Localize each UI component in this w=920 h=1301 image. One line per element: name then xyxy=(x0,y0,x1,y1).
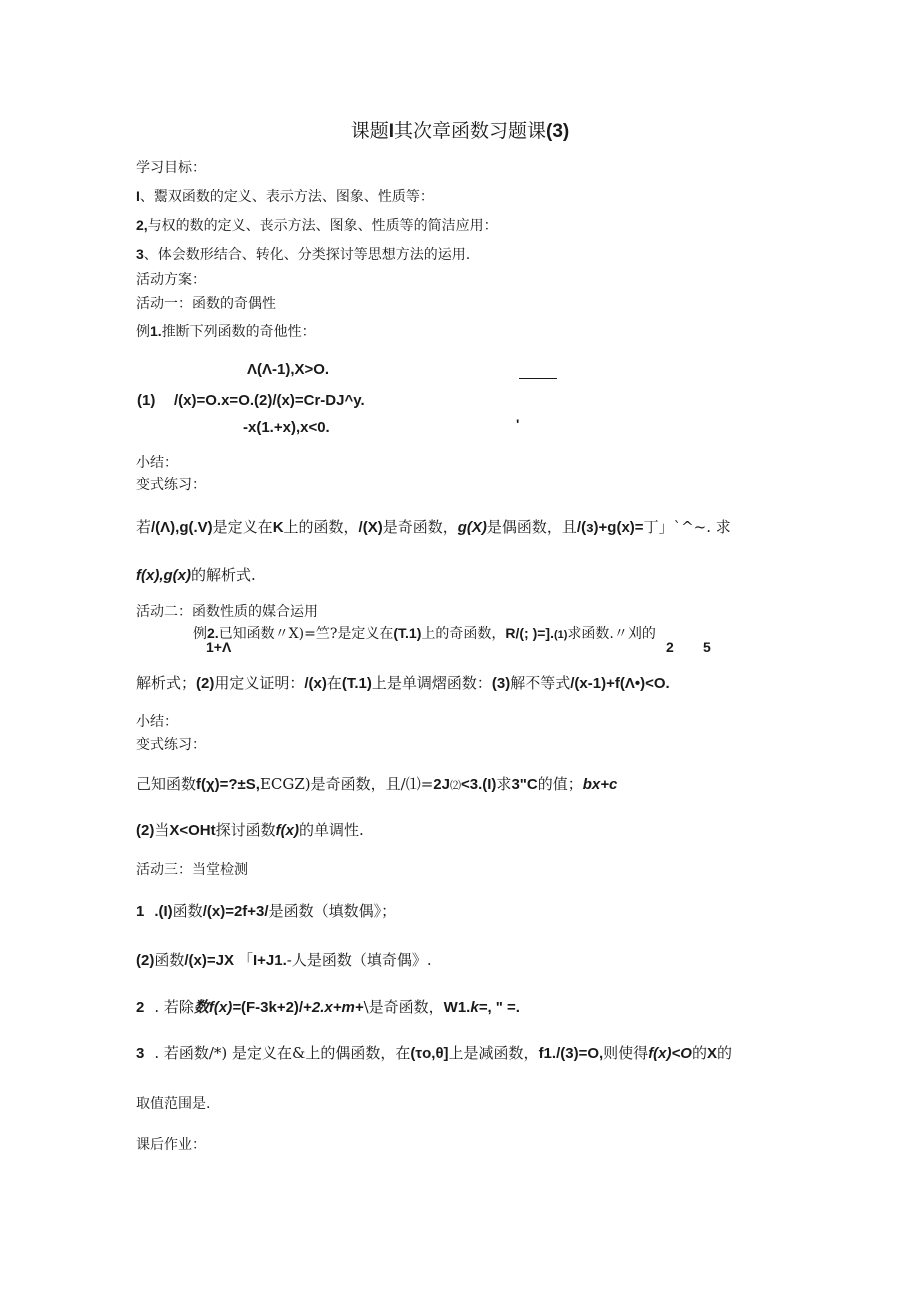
activity1-summary: 小结： xyxy=(136,455,178,471)
q1b-expr-e: I+J1. xyxy=(252,952,287,969)
q1-text-b: 函数 xyxy=(172,902,203,920)
ex1-text-a: 若 xyxy=(136,518,152,536)
example2-sub-5: 5 xyxy=(703,639,711,655)
ex1-expr-d: K xyxy=(272,519,284,536)
ex1-line2-text: 的解析式. xyxy=(191,566,256,584)
activity2-exercise-line1 xyxy=(136,774,617,796)
example1-prefix: 例 xyxy=(136,324,150,340)
example2-text-g: 求函数.〃刈的 xyxy=(567,626,656,642)
ex2-part1: (I) xyxy=(482,776,497,793)
q3-text-a: . 若函数/*) 是定义在&上的偶函数，在 xyxy=(154,1044,411,1062)
q3-line1 xyxy=(136,1043,732,1064)
q2-bar: \ xyxy=(363,998,369,1016)
ex2-text-k: 的值； xyxy=(537,775,583,793)
q3-interval: (τo,θ] xyxy=(410,1045,449,1062)
page-title xyxy=(0,118,920,145)
goal-1-num: I xyxy=(136,188,140,204)
q2-num: 2 xyxy=(136,999,145,1016)
q1-sub: .(I) xyxy=(154,903,173,920)
line2-part3: (3) xyxy=(491,675,511,692)
q3-condition: f1./(3)=O, xyxy=(538,1045,604,1062)
goal-item-2 xyxy=(136,215,498,236)
q2-expr-h: k= xyxy=(470,999,488,1016)
ex1-expr-h: g(X) xyxy=(457,519,487,536)
line2-text-c: 用定义证明： xyxy=(214,674,305,692)
example1-text: 推断下列函数的奇他性： xyxy=(161,324,316,340)
example2-interval: (T.1) xyxy=(393,625,422,641)
ex2-denominator: bx+c xyxy=(582,776,618,793)
q1b-text-f: -人是函数（填奇偶》. xyxy=(286,951,432,969)
goal-1-text: 、鬻双函数的定义、表示方法、图象、性质等： xyxy=(139,189,434,205)
example1-num: 1. xyxy=(150,323,162,339)
goal-item-3 xyxy=(136,244,470,265)
line2-fx: /(x) xyxy=(304,675,327,692)
ex1-expr-b: /(Λ),g(.V) xyxy=(151,519,213,536)
tick-mark: ' xyxy=(516,416,520,432)
q1b-expr-c: /(x)=JX xyxy=(184,952,234,969)
ex2-line2-text-b: 当 xyxy=(154,821,170,839)
q2-expr-b: 数f(x)= xyxy=(193,999,241,1016)
q1-num: 1 xyxy=(136,903,145,920)
title-suffix: (3) xyxy=(546,121,570,142)
q3-text-c: 上是减函数， xyxy=(448,1044,539,1062)
q2 xyxy=(136,997,520,1018)
fraction-rule xyxy=(519,378,557,379)
example2-line1 xyxy=(193,623,656,645)
q1-part1 xyxy=(136,901,396,922)
ex2-expr-g: <3. xyxy=(460,776,483,793)
ex2-expr-e: 2J xyxy=(433,776,450,793)
line2-text-e: 在 xyxy=(326,674,342,692)
line2-text-g: 上是单调熠函数： xyxy=(371,674,492,692)
example2-prefix: 例 xyxy=(193,626,207,642)
q2-expr-d: 2.x+m+ xyxy=(311,999,364,1016)
line2-interval: (T.1) xyxy=(341,675,372,692)
q1-text-d: 是函数（填数偶》； xyxy=(268,902,397,920)
activity1-exercise-heading: 变式练习： xyxy=(136,477,206,493)
q1-part2 xyxy=(136,950,432,971)
ex1-expr-j: /(з)+g(x)= xyxy=(576,519,644,536)
goal-item-1 xyxy=(136,186,434,207)
piecewise-mid: /(x)=O.x=O.(2)/(x)=Cr-DJ^y. xyxy=(174,392,365,409)
q2-text-a: . 若除 xyxy=(154,998,194,1016)
activity3-heading: 活动三：当堂检测 xyxy=(136,862,248,878)
homework-heading: 课后作业： xyxy=(136,1137,206,1153)
ex1-text-k: 丁」`^~. 求 xyxy=(643,518,731,536)
q3-text-e: 则使得 xyxy=(603,1044,649,1062)
ex1-text-g: 是奇函数， xyxy=(382,518,458,536)
activity2-heading: 活动二：函数性质的媒合运用 xyxy=(136,604,318,620)
line2-text-a: 解析式； xyxy=(136,674,197,692)
goal-3-text: 、体会数形结合、转化、分类探讨等思想方法的运用. xyxy=(143,247,471,263)
activity2-summary: 小结： xyxy=(136,714,178,730)
example2-condition: R/(; )=]. xyxy=(505,625,554,641)
q1-expr: /(x)=2f+3/ xyxy=(202,903,269,920)
q3-var: X xyxy=(706,1045,717,1062)
ex2-text-d: 是奇函数，且/⑴= xyxy=(310,775,434,793)
ex2-line2-text-d: 探讨函数 xyxy=(215,821,276,839)
ex2-line2-fx: f(x) xyxy=(275,822,299,839)
line2-part2: (2) xyxy=(196,675,215,692)
ex2-text-a: 己知函数 xyxy=(136,775,197,793)
example2-text-a: 已知函数 xyxy=(218,626,275,642)
ex1-line2-expr: f(x),g(x) xyxy=(136,567,191,584)
q1b-bracket: 「 xyxy=(237,951,253,969)
activity1-exercise-line1 xyxy=(136,517,731,538)
goals-heading: 学习目标： xyxy=(136,160,206,176)
title-prefix: 课题 xyxy=(350,120,389,142)
piecewise-top: Λ(Λ-1),X>O. xyxy=(247,361,330,378)
ex1-expr-f: /(X) xyxy=(358,519,383,536)
example2-num: 2. xyxy=(207,625,219,641)
title-bold-i: I xyxy=(388,121,395,142)
q3-text-i: 的 xyxy=(716,1044,732,1062)
q3-inequality: f(x)<O xyxy=(648,1045,692,1062)
ex2-expr-c: ECGZ) xyxy=(259,775,311,793)
goal-2-num: 2, xyxy=(136,217,148,233)
ex2-expr-j: 3"C xyxy=(511,776,538,793)
ex1-text-c: 是定义在 xyxy=(212,518,273,536)
q2-expr-i: , " =. xyxy=(487,999,520,1016)
q2-expr-c: (F-3k+2)/+ xyxy=(240,999,312,1016)
title-middle: 其次章函数习题课 xyxy=(394,120,547,142)
piecewise-bottom: -x(1.+x),x<0. xyxy=(243,419,330,436)
q3-line2: 取值范围是. xyxy=(136,1096,211,1112)
q2-text-f: 是奇函数， xyxy=(368,998,444,1016)
example2-text-b: 〃X)=竺?是定义在 xyxy=(274,626,394,642)
goal-2-text: 与权的数的定义、丧示方法、图象、性质等的简洁应用： xyxy=(147,218,498,234)
example2-text-d: 上的奇函数， xyxy=(421,626,506,642)
ex2-text-i: 求 xyxy=(496,775,512,793)
ex1-text-i: 是偶函数，且 xyxy=(486,518,577,536)
ex2-expr-b: f(χ)=?±S, xyxy=(196,776,260,793)
activity1-heading: 活动一：函数的奇偶性 xyxy=(136,296,276,312)
formula-label-1: (1) xyxy=(137,392,156,409)
example2-denominator: 1+Λ xyxy=(206,639,232,655)
activity1-exercise-line2 xyxy=(136,565,256,586)
q1b-sub: (2) xyxy=(136,952,155,969)
ex2-line2-text-f: 的单调性. xyxy=(298,821,364,839)
ex2-part2: (2) xyxy=(136,822,155,839)
example1 xyxy=(136,321,316,342)
goal-3-num: 3 xyxy=(136,246,144,262)
q3-num: 3 xyxy=(136,1045,145,1062)
example2-part1: (1) xyxy=(553,629,568,641)
activity2-exercise-line2 xyxy=(136,820,364,841)
ex2-line2-cond: X<OHt xyxy=(169,822,216,839)
q3-text-g: 的 xyxy=(691,1044,707,1062)
line2-inequality: /(x-1)+f(Λ•)<O. xyxy=(570,675,670,692)
q1b-text-b: 函数 xyxy=(154,951,185,969)
activity2-exercise-heading: 变式练习： xyxy=(136,737,206,753)
line2-text-i: 解不等式 xyxy=(510,674,571,692)
ex2-expr-f: ⑵ xyxy=(449,779,461,792)
example2-sub-2: 2 xyxy=(666,639,674,655)
example2-line2 xyxy=(136,673,670,694)
ex1-text-e: 上的函数， xyxy=(283,518,359,536)
q2-expr-g: W1. xyxy=(443,999,471,1016)
plan-heading: 活动方案： xyxy=(136,272,206,288)
